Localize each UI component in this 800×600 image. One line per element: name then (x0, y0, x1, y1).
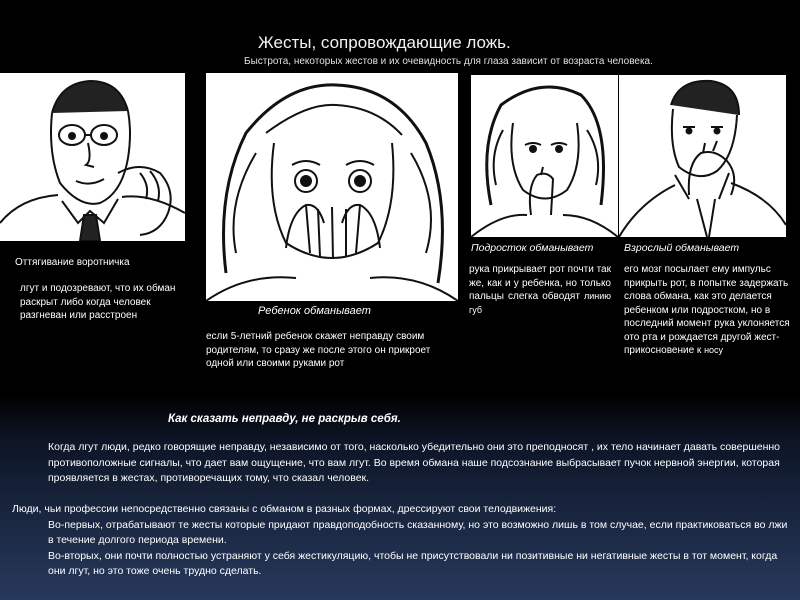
child-covering-mouth-illustration (206, 73, 458, 301)
collar-pull-illustration (0, 73, 185, 241)
paragraph-3-text: Во-первых, отрабатывают те жесты которые придают правдоподобность сказанному, но это возможно лишь в том случае, если практиковаться во лжи в течение долгого периода времени. (48, 518, 788, 547)
bottom-paragraph-1 (8, 440, 792, 487)
teen-description-text: рука прикрывает рот почти так же, как и у ребенка, но только пальцы слегка обводят (469, 264, 611, 302)
child-description: если 5-летний ребенок скажет неправду своим родителям, то сразу же после этого он прикроет одной или своими руками рот (206, 331, 431, 369)
teen-description-end: линию губ (469, 291, 612, 315)
adult-description (624, 263, 790, 358)
adult-description-end: носу (704, 345, 724, 355)
paragraph-1-text: Когда лгут люди, редко говорящие неправду, независимо от того, насколько убедительно они это преподносят , их тело начинает давать совершенно противоположные сигналы, что дает вам ощущение, что вам лгут. Во время обмана наше подсознание выбрасывает пучок нервной энергии, которая проявляется в жестах, противоречащих тому, что сказал человек. (48, 441, 781, 485)
collar-heading: Оттягивание воротничка (15, 257, 130, 268)
adult-touching-nose-illustration (619, 75, 786, 237)
teen-description (469, 263, 611, 317)
adult-description-text: его мозг посылает ему импульс прикрыть рот, в попытке задержать слова обмана, как это делается ребенком или подростком, но в последний момент рука уклоняется ото рта и рождается другой жест- прикосновение к (624, 264, 790, 356)
child-label: Ребенок обманывает (258, 305, 371, 317)
teen-touching-lips-illustration (471, 75, 618, 237)
teen-label: Подросток обманывает (471, 242, 594, 254)
bottom-heading: Как сказать неправду, не раскрыв себя. (168, 413, 401, 425)
bottom-paragraph-2 (8, 502, 792, 580)
paragraph-2-text: Люди, чьи профессии непосредственно связаны с обманом в разных формах, дрессируют свои телодвижения: (12, 503, 557, 515)
paragraph-4-text: Во-вторых, они почти полностью устраняют у себя жестикуляцию, чтобы не присутствовали ни позитивные ни негативные жесты в тот момент, когда они лгут, но это тоже очень трудно сделать. (48, 549, 778, 578)
page-subtitle: Быстрота, некоторых жестов и их очевидность для глаза зависит от возраста человека. (244, 56, 653, 67)
page-title: Жесты, сопровождающие ложь. (258, 33, 511, 52)
collar-description: лгут и подозревают, что их обман раскрыт либо когда человек разгневан или расстроен (20, 283, 176, 321)
adult-label: Взрослый обманывает (624, 242, 740, 254)
